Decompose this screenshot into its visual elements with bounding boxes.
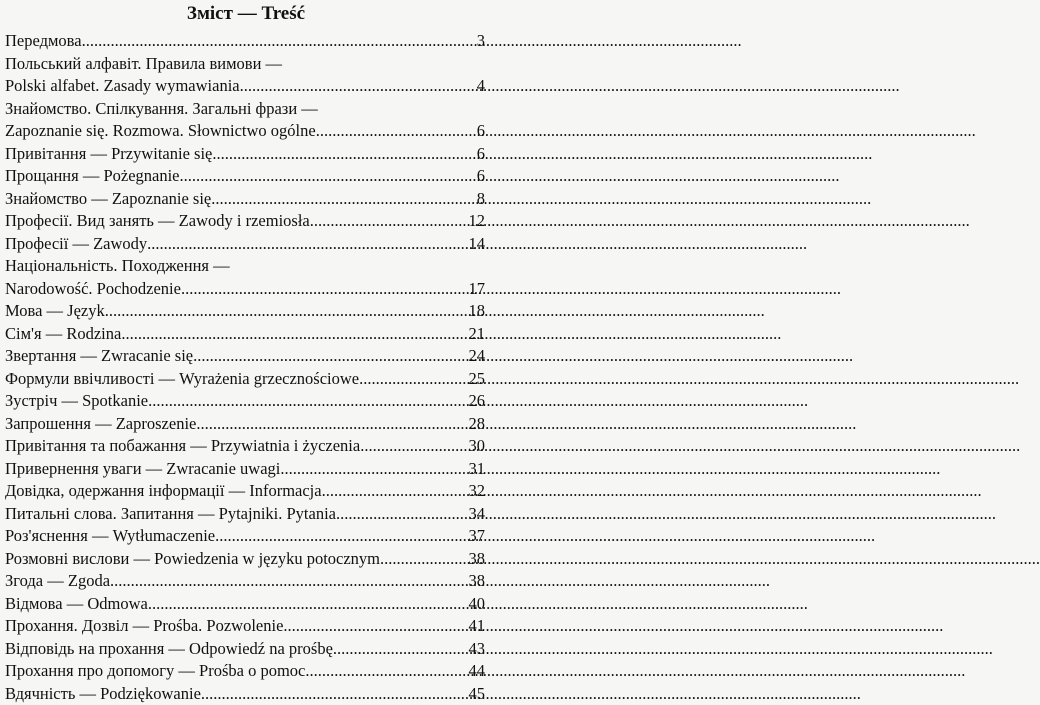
toc-page-number: 8 <box>476 188 485 211</box>
toc-entry-title: Знайомство. Спілкування. Загальні фрази — <box>5 98 318 121</box>
toc-entry-title: Професії. Вид занять — Zawody i rzemiosła <box>5 210 310 233</box>
dot-leader <box>333 638 468 661</box>
dot-leader <box>82 30 476 53</box>
toc-entry <box>5 458 485 481</box>
dot-leader <box>336 503 468 526</box>
dot-leader <box>121 323 467 346</box>
toc-entry <box>5 255 485 300</box>
toc-entry <box>5 233 485 256</box>
toc-page-number: 4 <box>476 75 485 98</box>
toc-entry <box>5 53 485 98</box>
toc-entry <box>5 143 485 166</box>
toc-page-number: 6 <box>476 143 485 166</box>
toc-entry <box>5 390 485 413</box>
toc-entry-title: Зустріч — Spotkanie <box>5 390 148 413</box>
dot-leader <box>196 413 467 436</box>
toc-page-number: 41 <box>468 615 486 638</box>
dot-leader <box>148 390 467 413</box>
page-title: Зміст — Treść <box>0 0 492 25</box>
dot-leader <box>322 480 468 503</box>
toc-entry <box>5 683 485 705</box>
toc-entry-title: Мова — Język <box>5 300 105 323</box>
dot-leader <box>201 683 468 705</box>
dot-leader <box>181 278 468 301</box>
dot-leader <box>283 615 467 638</box>
toc-entry-line <box>5 548 485 571</box>
toc-entry <box>5 593 485 616</box>
dot-leader <box>359 368 467 391</box>
toc-page-number: 18 <box>468 300 486 323</box>
toc-entry-line <box>5 683 485 705</box>
toc-entry-title: Привітання — Przywitanie się <box>5 143 212 166</box>
toc-entry-line <box>5 210 485 233</box>
toc-entry <box>5 435 485 458</box>
toc-entry-title: Відмова — Odmowa <box>5 593 148 616</box>
toc-entry <box>5 570 485 593</box>
toc-entry-line <box>5 638 485 661</box>
dot-leader <box>180 165 476 188</box>
toc-page-number: 12 <box>468 210 486 233</box>
toc-entry-title: Знайомство — Zapoznanie się <box>5 188 211 211</box>
dot-leader <box>212 143 475 166</box>
toc-page-number: 6 <box>476 165 485 188</box>
toc-entry-title: Запрошення — Zaproszenie <box>5 413 196 436</box>
toc-entry-line <box>5 53 485 76</box>
dot-leader <box>310 210 468 233</box>
toc-entry <box>5 188 485 211</box>
toc-entry-line <box>5 593 485 616</box>
toc-entry <box>5 98 485 143</box>
toc-page-number: 44 <box>468 660 486 683</box>
toc-page-number: 17 <box>468 278 486 301</box>
toc-page-number: 40 <box>468 593 486 616</box>
toc-entry-title: Згода — Zgoda <box>5 570 110 593</box>
toc-entry-line <box>5 660 485 683</box>
toc-entry-line <box>5 368 485 391</box>
toc-page-number: 43 <box>468 638 486 661</box>
toc-entry-title: Польський алфавіт. Правила вимови — <box>5 53 282 76</box>
toc-entry-title: Формули ввічливості — Wyrażenia grzecznościowe <box>5 368 359 391</box>
toc-entry-title: Розмовні вислови — Powiedzenia w języku potocznym <box>5 548 380 571</box>
toc-entry-line <box>5 188 485 211</box>
toc-entry-line <box>5 435 485 458</box>
toc-entry-line <box>5 75 485 98</box>
toc-entry <box>5 480 485 503</box>
toc-entry-line <box>5 120 485 143</box>
toc-entry-title: Вдячність — Podziękowanie <box>5 683 201 705</box>
dot-leader <box>215 525 467 548</box>
dot-leader <box>280 458 467 481</box>
toc-entry-line <box>5 570 485 593</box>
dot-leader <box>105 300 468 323</box>
toc-entry <box>5 413 485 436</box>
dot-leader <box>211 188 476 211</box>
toc-page-number: 6 <box>476 120 485 143</box>
toc-page-number: 26 <box>468 390 486 413</box>
dot-leader <box>147 233 467 256</box>
toc-entry-title: Роз'яснення — Wytłumaczenie <box>5 525 215 548</box>
toc-page-number: 38 <box>468 548 486 571</box>
dot-leader <box>360 435 467 458</box>
toc-entry-line <box>5 390 485 413</box>
toc-entry-title: Narodowość. Pochodzenie <box>5 278 181 301</box>
toc-entry-title: Прощання — Pożegnanie <box>5 165 180 188</box>
toc-page-number: 31 <box>468 458 486 481</box>
toc-page-number: 25 <box>468 368 486 391</box>
toc-page-number: 45 <box>468 683 486 705</box>
toc-entry-title: Довідка, одержання інформації — Informacja <box>5 480 322 503</box>
toc-page-number: 37 <box>468 525 486 548</box>
toc-entry <box>5 548 485 571</box>
toc-entry-line <box>5 345 485 368</box>
toc-entry-line <box>5 165 485 188</box>
dot-leader <box>148 593 468 616</box>
toc-page-number: 32 <box>468 480 486 503</box>
toc-entry <box>5 323 485 346</box>
toc-entry-title: Привітання та побажання — Przywiatnia i życzenia <box>5 435 360 458</box>
dot-leader <box>110 570 467 593</box>
toc-page-number: 30 <box>468 435 486 458</box>
toc-entry-line <box>5 233 485 256</box>
toc-entry <box>5 30 485 53</box>
toc-entry <box>5 615 485 638</box>
toc-entry-line <box>5 255 485 278</box>
toc-entry-title: Передмова <box>5 30 82 53</box>
toc-page-number: 21 <box>468 323 486 346</box>
toc-entry <box>5 525 485 548</box>
toc-entry-line <box>5 300 485 323</box>
toc-entry-line <box>5 525 485 548</box>
toc-page-number: 14 <box>468 233 486 256</box>
toc-entry-line <box>5 30 485 53</box>
toc-entry-line <box>5 323 485 346</box>
toc-entry-title: Прохання. Дозвіл — Prośba. Pozwolenie <box>5 615 283 638</box>
toc-entry-line <box>5 143 485 166</box>
toc-entry-title: Професії — Zawody <box>5 233 147 256</box>
toc-entry-line <box>5 615 485 638</box>
toc-entry-title: Сім'я — Rodzina <box>5 323 121 346</box>
toc-entry <box>5 345 485 368</box>
toc-entry <box>5 300 485 323</box>
dot-leader <box>193 345 467 368</box>
document-page <box>0 0 492 700</box>
toc-entry <box>5 503 485 526</box>
toc-entry <box>5 638 485 661</box>
toc-entry-title: Привернення уваги — Zwracanie uwagi <box>5 458 280 481</box>
toc-entry-title: Звертання — Zwracanie się <box>5 345 193 368</box>
toc-entry-title: Polski alfabet. Zasady wymawiania <box>5 75 240 98</box>
toc-entry-line <box>5 458 485 481</box>
toc-entry-line <box>5 413 485 436</box>
toc-page-number: 34 <box>468 503 486 526</box>
toc-entry-title: Zapoznanie się. Rozmowa. Słownictwo ogólne <box>5 120 316 143</box>
toc-entry-line <box>5 98 485 121</box>
dot-leader <box>240 75 476 98</box>
toc-page-number: 38 <box>468 570 486 593</box>
toc-entry <box>5 368 485 391</box>
toc-page-number: 3 <box>476 30 485 53</box>
toc-page-number: 24 <box>468 345 486 368</box>
dot-leader <box>305 660 467 683</box>
table-of-contents <box>0 30 492 705</box>
dot-leader <box>316 120 476 143</box>
toc-entry <box>5 210 485 233</box>
toc-entry-line <box>5 503 485 526</box>
dot-leader <box>380 548 467 571</box>
toc-entry-line <box>5 480 485 503</box>
toc-entry-line <box>5 278 485 301</box>
toc-entry-title: Національність. Походження — <box>5 255 230 278</box>
toc-entry <box>5 660 485 683</box>
toc-entry-title: Питальні слова. Запитання — Pytajniki. Pytania <box>5 503 336 526</box>
toc-page-number: 28 <box>468 413 486 436</box>
toc-entry-title: Прохання про допомогу — Prośba o pomoc <box>5 660 305 683</box>
toc-entry <box>5 165 485 188</box>
toc-entry-title: Відповідь на прохання — Odpowiedź na prośbę <box>5 638 333 661</box>
